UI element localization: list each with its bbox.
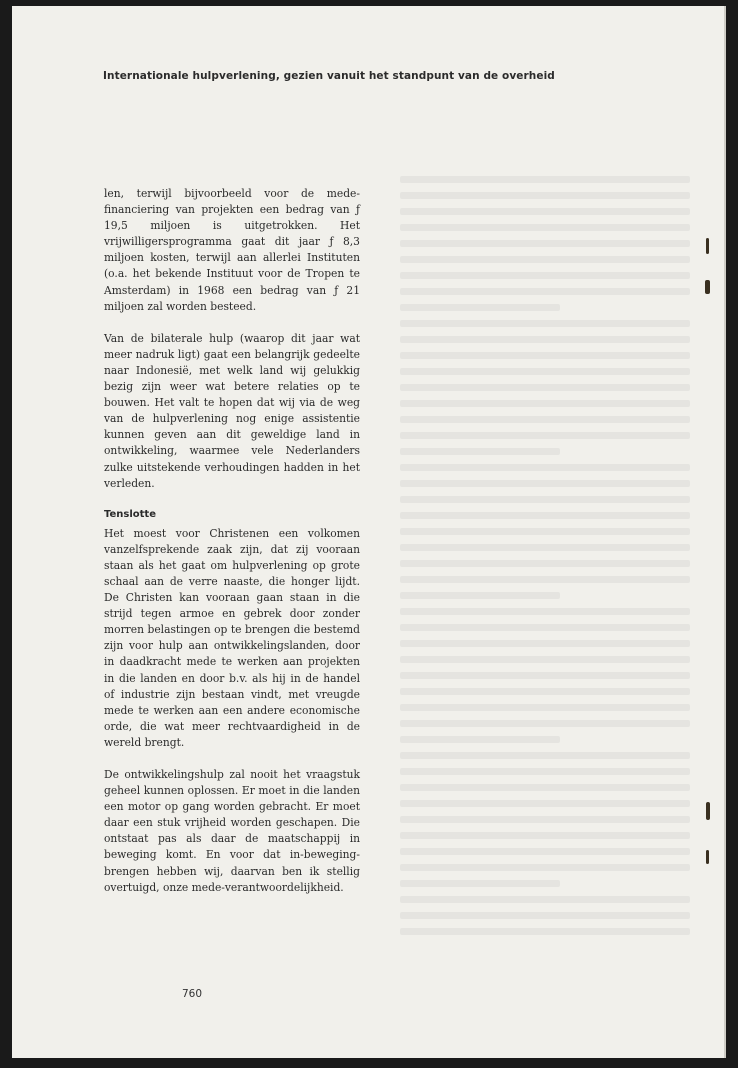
show-through-line — [400, 176, 690, 183]
margin-mark — [706, 802, 710, 820]
show-through-line — [400, 336, 690, 343]
show-through-line — [400, 736, 560, 743]
show-through-line — [400, 800, 690, 807]
show-through-line — [400, 320, 690, 327]
show-through-line — [400, 352, 690, 359]
show-through-line — [400, 464, 690, 471]
show-through-line — [400, 832, 690, 839]
show-through-line — [400, 384, 690, 391]
page-number: 760 — [182, 988, 203, 1000]
running-header: Internationale hulpverlening, gezien vanuit het standpunt van de overheid — [103, 70, 555, 82]
show-through-line — [400, 720, 690, 727]
show-through-line — [400, 544, 690, 551]
show-through-line — [400, 704, 690, 711]
show-through-line — [400, 752, 690, 759]
show-through-line — [400, 512, 690, 519]
show-through-line — [400, 688, 690, 695]
show-through-line — [400, 416, 690, 423]
margin-mark — [705, 280, 710, 294]
show-through-line — [400, 256, 690, 263]
show-through-line — [400, 432, 690, 439]
paragraph: Het moest voor Christenen een volkomen vanzelfsprekende zaak zijn, dat zij vooraan staan als het gaat om hulpverlening op grote schaal aan de verre naaste, die honger lijdt. De Christen kan vooraan gaan staan in die strijd tegen armoe en gebrek door zonder morren belastingen op te brengen die bestemd zijn voor hulp aan ontwikkelingslanden, door in daadkracht mede te werken aan projekten in die landen en door b.v. als hij in de handel of industrie zijn bestaan vindt, met vreugde mede te werken aan een andere economische orde, die wat meer rechtvaardigheid in de wereld brengt. — [104, 526, 360, 749]
show-through-line — [400, 272, 690, 279]
show-through-line — [400, 864, 690, 871]
show-through-line — [400, 400, 690, 407]
paragraph: De ontwikkelingshulp zal nooit het vraagstuk geheel kunnen oplossen. Er moet in die landen een motor op gang worden gebracht. Er moet daar een stuk vrijheid worden geschapen. Die ontstaat pas als daar de maatschappij in beweging komt. En voor dat in-beweging-brengen hebben wij, daarvan ben ik stellig overtuigd, onze mede-verantwoordelijkheid. — [104, 768, 360, 894]
show-through-line — [400, 640, 690, 647]
show-through-line — [400, 560, 690, 567]
show-through-line — [400, 928, 690, 935]
show-through-line — [400, 496, 690, 503]
section-heading: Tenslotte — [104, 508, 156, 520]
paragraph: len, terwijl bijvoorbeeld voor de mede-financiering van projekten een bedrag van ƒ 19,5 miljoen is uitgetrokken. Het vrijwilligersprogramma gaat dit jaar ƒ 8,3 miljoen kosten, terwijl aan allerlei Instituten (o.a. het bekende Instituut voor de Tropen te Amsterdam) in 1968 een bedrag van ƒ 21 miljoen zal worden besteed. — [104, 187, 360, 313]
show-through-line — [400, 224, 690, 231]
paragraph: Van de bilaterale hulp (waarop dit jaar wat meer nadruk ligt) gaat een belangrijk gedeelte naar Indonesië, met welk land wij gelukkig bezig zijn weer wat betere relaties op te bouwen. Het valt te hopen dat wij via de weg van de hulpverlening nog enige assistentie kunnen geven aan dit geweldige land in ontwikkeling, waarmee vele Nederlanders zulke uitstekende verhoudingen hadden in het verleden. — [104, 331, 360, 490]
show-through-line — [400, 528, 690, 535]
show-through-line — [400, 624, 690, 631]
show-through-line — [400, 896, 690, 903]
show-through-line — [400, 672, 690, 679]
margin-mark — [706, 850, 709, 864]
show-through-line — [400, 576, 690, 583]
show-through-line — [400, 784, 690, 791]
show-through-line — [400, 208, 690, 215]
show-through-line — [400, 592, 560, 599]
margin-mark — [706, 238, 709, 254]
show-through-line — [400, 912, 690, 919]
show-through-line — [400, 368, 690, 375]
show-through-line — [400, 448, 560, 455]
show-through-line — [400, 656, 690, 663]
show-through-line — [400, 480, 690, 487]
show-through-line — [400, 816, 690, 823]
show-through-line — [400, 288, 690, 295]
show-through-line — [400, 608, 690, 615]
show-through-line — [400, 880, 560, 887]
show-through-line — [400, 848, 690, 855]
show-through-text — [400, 176, 690, 976]
show-through-line — [400, 192, 690, 199]
show-through-line — [400, 768, 690, 775]
show-through-line — [400, 240, 690, 247]
body-text — [104, 186, 360, 912]
show-through-line — [400, 304, 560, 311]
